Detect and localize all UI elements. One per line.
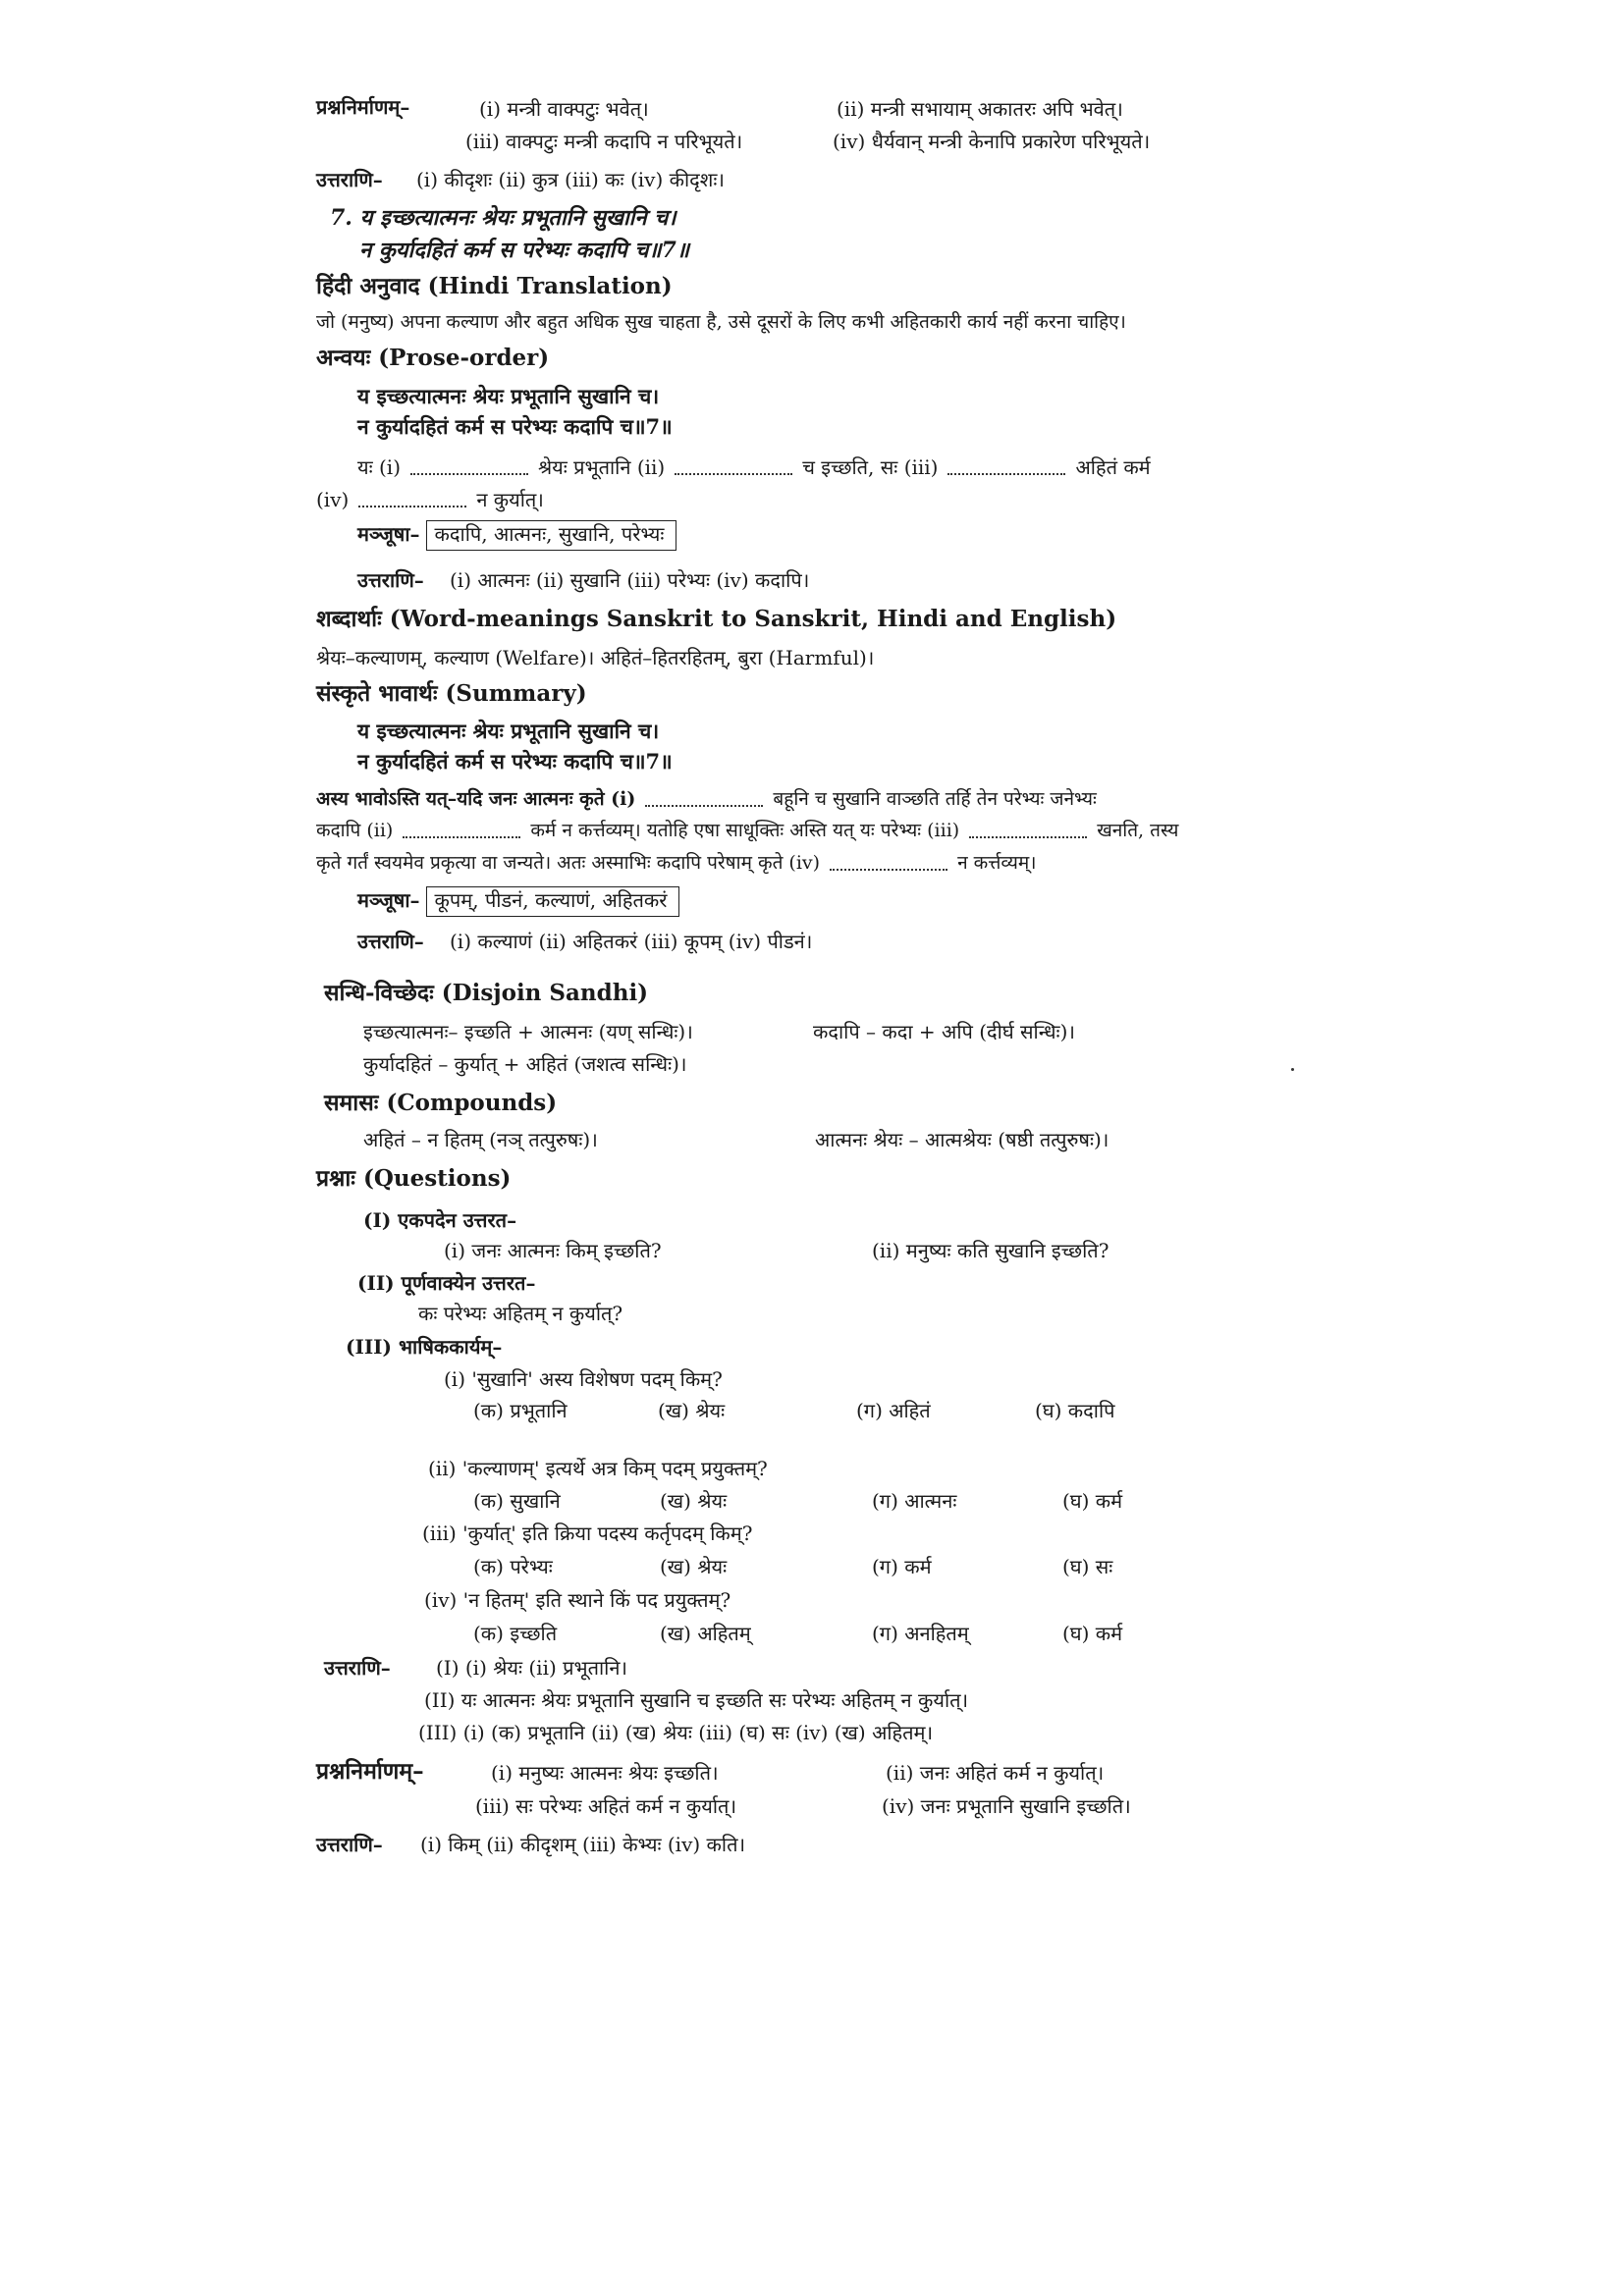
verse-line: 7. य इच्छत्यात्मनः श्रेयः प्रभूतानि सुखानि च।	[330, 205, 676, 231]
option: (क) प्रभूतानि	[473, 1399, 568, 1422]
answers-label: उत्तराणि–	[357, 930, 424, 953]
blank	[410, 473, 528, 475]
option: (ग) अनहितम्	[872, 1622, 969, 1645]
question-text: (ii) 'कल्याणम्' इत्यर्थे अत्र किम् पदम् प्रयुक्तम्?	[428, 1457, 768, 1480]
question-text: (iv) जनः प्रभूतानि सुखानि इच्छति।	[882, 1794, 1131, 1818]
option: (घ) कर्म	[1062, 1622, 1123, 1645]
question-text: (i) जनः आत्मनः किम् इच्छति?	[444, 1239, 662, 1262]
samasa-row: आत्मनः श्रेयः – आत्मश्रेयः (षष्ठी तत्पुरुषः)।	[815, 1128, 1109, 1151]
samasa-row: अहितं – न हितम् (नञ् तत्पुरुषः)।	[363, 1128, 598, 1151]
question-text: (iii) सः परेभ्यः अहितं कर्म न कुर्यात्।	[475, 1794, 737, 1818]
option: (ख) अहितम्	[660, 1622, 751, 1645]
fill-in-line: यः (i) श्रेयः प्रभूतानि (ii) च इच्छति, सः (iii) अहितं कर्म	[357, 455, 1151, 479]
question-text: (ii) मनुष्यः कति सुखानि इच्छति?	[872, 1239, 1109, 1262]
answers-text: (III) (i) (क) प्रभूतानि (ii) (ख) श्रेयः (iii) (घ) सः (iv) (ख) अहितम्।	[418, 1721, 934, 1744]
option: (घ) कदापि	[1035, 1399, 1115, 1422]
option: (ख) श्रेयः	[660, 1489, 728, 1513]
answers-text: (i) कल्याणं (ii) अहितकरं (iii) कूपम् (iv) पीडनं।	[450, 930, 813, 953]
section-heading: हिंदी अनुवाद (Hindi Translation)	[316, 273, 673, 299]
blank	[358, 506, 466, 507]
option: (ख) श्रेयः	[660, 1555, 728, 1578]
blank	[969, 836, 1087, 838]
question-text: (i) मनुष्यः आत्मनः श्रेयः इच्छति।	[491, 1761, 719, 1785]
question-group-label: (II) पूर्णवाक्येन उत्तरत–	[357, 1271, 536, 1295]
manjusha-box: कदापि, आत्मनः, सुखानि, परेभ्यः	[426, 520, 677, 551]
section-heading: संस्कृते भावार्थः (Summary)	[316, 680, 587, 707]
question-text: (i) 'सुखानि' अस्य विशेषण पदम् किम्?	[444, 1367, 723, 1391]
answers-text: (I) (i) श्रेयः (ii) प्रभूतानि।	[436, 1656, 628, 1680]
translation-text: जो (मनुष्य) अपना कल्याण और बहुत अधिक सुख चाहता है, उसे दूसरों के लिए कभी अहितकारी कार्य नहीं करना चाहिए।	[316, 311, 1126, 333]
section-heading: प्रश्नाः (Questions)	[316, 1165, 512, 1192]
question-text: (ii) जनः अहितं कर्म न कुर्यात्।	[886, 1761, 1105, 1785]
question-text: (iv) धैर्यवान् मन्त्री केनापि प्रकारेण परिभूयते।	[833, 130, 1151, 153]
summary-line: कृते गर्तं स्वयमेव प्रकृत्या वा जन्यते। अतः अस्माभिः कदापि परेषाम् कृते (iv) न कर्त्तव्यम्।	[316, 852, 1037, 874]
blank	[645, 805, 763, 807]
question-text: (iii) 'कुर्यात्' इति क्रिया पदस्य कर्तृपदम् किम्?	[422, 1522, 753, 1545]
answers-label: उत्तराणि–	[316, 1833, 383, 1856]
summary-line: अस्य भावोऽस्ति यत्–यदि जनः आत्मनः कृते (i) बहूनि च सुखानि वाञ्छति तर्हि तेन परेभ्यः जनेभ्यः	[316, 788, 1097, 810]
question-group-label: (I) एकपदेन उत्तरत–	[363, 1208, 517, 1232]
section-heading: अन्वयः (Prose-order)	[316, 345, 550, 371]
question-text: (ii) मन्त्री सभायाम् अकातरः अपि भवेत्।	[837, 97, 1123, 121]
option: (ग) आत्मनः	[872, 1489, 957, 1513]
prashna-nirmanam-heading: प्रश्ननिर्माणम्–	[316, 1758, 424, 1785]
question-text: (iv) 'न हितम्' इति स्थाने किं पद प्रयुक्तम्?	[424, 1588, 731, 1612]
option: (घ) कर्म	[1062, 1489, 1123, 1513]
answers-text: (i) कीदृशः (ii) कुत्र (iii) कः (iv) कीदृशः।	[416, 168, 725, 191]
answers-text: (i) आत्मनः (ii) सुखानि (iii) परेभ्यः (iv) कदापि।	[450, 568, 810, 592]
answers-label: उत्तराणि–	[357, 568, 424, 592]
prashna-nirmanam-heading: प्रश्ननिर्माणम्–	[316, 95, 410, 119]
answers-text: (i) किम् (ii) कीदृशम् (iii) केभ्यः (iv) कति।	[420, 1833, 746, 1856]
blank	[403, 836, 520, 838]
verse-line: न कुर्यादहितं कर्म स परेभ्यः कदापि च॥7॥	[359, 238, 689, 263]
verse-line: य इच्छत्यात्मनः श्रेयः प्रभूतानि सुखानि च।	[357, 719, 660, 743]
summary-line: कदापि (ii) कर्म न कर्त्तव्यम्। यतोहि एषा साधूक्तिः अस्ति यत् यः परेभ्यः (iii) खनति, तस्य	[316, 820, 1179, 841]
question-group-label: (III) भाषिककार्यम्–	[346, 1335, 503, 1359]
manjusha: मञ्जूषा– कदापि, आत्मनः, सुखानि, परेभ्यः	[357, 520, 676, 551]
option: (क) परेभ्यः	[473, 1555, 553, 1578]
word-meanings-text: श्रेयः–कल्याणम्, कल्याण (Welfare)। अहितं–हितरहितम्, बुरा (Harmful)।	[316, 646, 875, 669]
sandhi-row: इच्छत्यात्मनः– इच्छति + आत्मनः (यण् सन्धिः)।	[363, 1020, 693, 1043]
question-text: (iii) वाक्पटुः मन्त्री कदापि न परिभूयते।	[465, 130, 743, 153]
verse-line: न कुर्यादहितं कर्म स परेभ्यः कदापि च॥7॥	[357, 749, 673, 774]
option: (क) इच्छति	[473, 1622, 558, 1645]
option: (ग) कर्म	[872, 1555, 932, 1578]
option: (क) सुखानि	[473, 1489, 561, 1513]
verse-line: य इच्छत्यात्मनः श्रेयः प्रभूतानि सुखानि च।	[357, 384, 660, 408]
fill-in-line: (iv) न कुर्यात्।	[316, 488, 544, 511]
blank	[830, 869, 947, 871]
blank	[675, 473, 792, 475]
answers-label: उत्तराणि–	[316, 168, 383, 191]
section-heading: समासः (Compounds)	[324, 1090, 558, 1116]
section-heading: शब्दार्थाः (Word-meanings Sanskrit to Sanskrit, Hindi and English)	[316, 606, 1117, 632]
sandhi-row: कदापि – कदा + अपि (दीर्घ सन्धिः)।	[813, 1020, 1075, 1043]
stray-dot	[1291, 1068, 1294, 1071]
manjusha-box: कूपम्, पीडनं, कल्याणं, अहितकरं	[426, 886, 680, 917]
question-text: कः परेभ्यः अहितम् न कुर्यात्?	[418, 1302, 623, 1325]
option: (ग) अहितं	[856, 1399, 931, 1422]
blank	[947, 473, 1065, 475]
question-text: (i) मन्त्री वाक्पटुः भवेत्।	[479, 97, 649, 121]
manjusha: मञ्जूषा– कूपम्, पीडनं, कल्याणं, अहितकरं	[357, 886, 679, 917]
answers-text: (II) यः आत्मनः श्रेयः प्रभूतानि सुखानि च इच्छति सः परेभ्यः अहितम् न कुर्यात्।	[424, 1688, 969, 1712]
option: (ख) श्रेयः	[658, 1399, 726, 1422]
answers-label: उत्तराणि–	[324, 1656, 391, 1680]
section-heading: सन्धि-विच्छेदः (Disjoin Sandhi)	[324, 980, 649, 1006]
sandhi-row: कुर्यादहितं – कुर्यात् + अहितं (जशत्व सन्धिः)।	[363, 1052, 687, 1076]
verse-line: न कुर्यादहितं कर्म स परेभ्यः कदापि च॥7॥	[357, 414, 673, 439]
option: (घ) सः	[1062, 1555, 1113, 1578]
